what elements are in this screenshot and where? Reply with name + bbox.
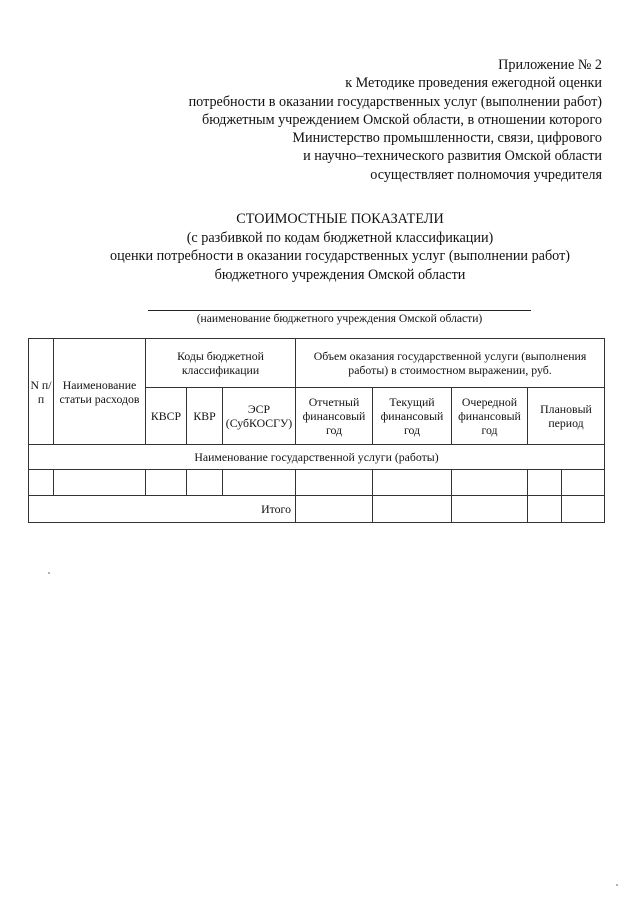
document-subtitle-line: (с разбивкой по кодам бюджетной классификации) [186,229,494,246]
header-esr: ЭСР (СубКОСГУ) [223,388,296,445]
header-reported-year: Отчетный финансовый год [296,388,373,445]
document-title: СТОИМОСТНЫЕ ПОКАЗАТЕЛИ [236,211,444,227]
table-cell [187,470,223,496]
table-row [29,470,605,496]
table-cell [296,470,373,496]
table-header-row [29,339,605,388]
table-cell [296,496,373,523]
appendix-line: осуществляет полномочия учредителя [370,166,602,183]
header-number: N п/п [29,339,54,445]
table-cell [373,470,452,496]
header-expense-name: Наименование статьи расходов [54,339,146,445]
institution-name-underline [148,310,531,311]
document-subtitle-line: бюджетного учреждения Омской области [214,266,466,283]
header-kvr: КВР [187,388,223,445]
appendix-line: Приложение № 2 [498,57,602,73]
header-service-volume: Объем оказания государственной услуги (выполнения работы) в стоимостном выражении, руб. [296,339,605,388]
scan-speck [616,884,618,886]
service-name-row: Наименование государственной услуги (работы) [29,445,605,470]
header-budget-codes: Коды бюджетной классификации [146,339,296,388]
appendix-header [142,56,602,184]
table-row [29,445,605,470]
table-cell [146,470,187,496]
appendix-line: потребности в оказании государственных услуг (выполнении работ) [188,93,602,110]
cost-indicators-table [28,338,605,523]
table-cell [373,496,452,523]
table-cell [562,496,605,523]
scan-speck [48,572,50,574]
appendix-line: Министерство промышленности, связи, цифрового [292,130,602,147]
header-current-year: Текущий финансовый год [373,388,452,445]
header-kvsr: КВСР [146,388,187,445]
appendix-line: к Методике проведения ежегодной оценки [345,75,602,92]
table-cell [452,496,528,523]
table-cell [452,470,528,496]
table-cell [29,470,54,496]
header-next-year: Очередной финансовый год [452,388,528,445]
table-cell [528,470,562,496]
table-cell [528,496,562,523]
header-planned-period: Плановый период [528,388,605,445]
appendix-line: бюджетным учреждением Омской области, в отношении которого [202,111,602,128]
total-label: Итого [29,496,296,523]
institution-name-caption: (наименование бюджетного учреждения Омской области) [196,312,483,325]
table-cell [54,470,146,496]
appendix-line: и научно–технического развития Омской области [303,148,602,165]
table-cell [562,470,605,496]
table-total-row [29,496,605,523]
document-title-block [0,210,640,284]
document-subtitle-line: оценки потребности в оказании государственных услуг (выполнении работ) [109,248,571,264]
table-cell [223,470,296,496]
